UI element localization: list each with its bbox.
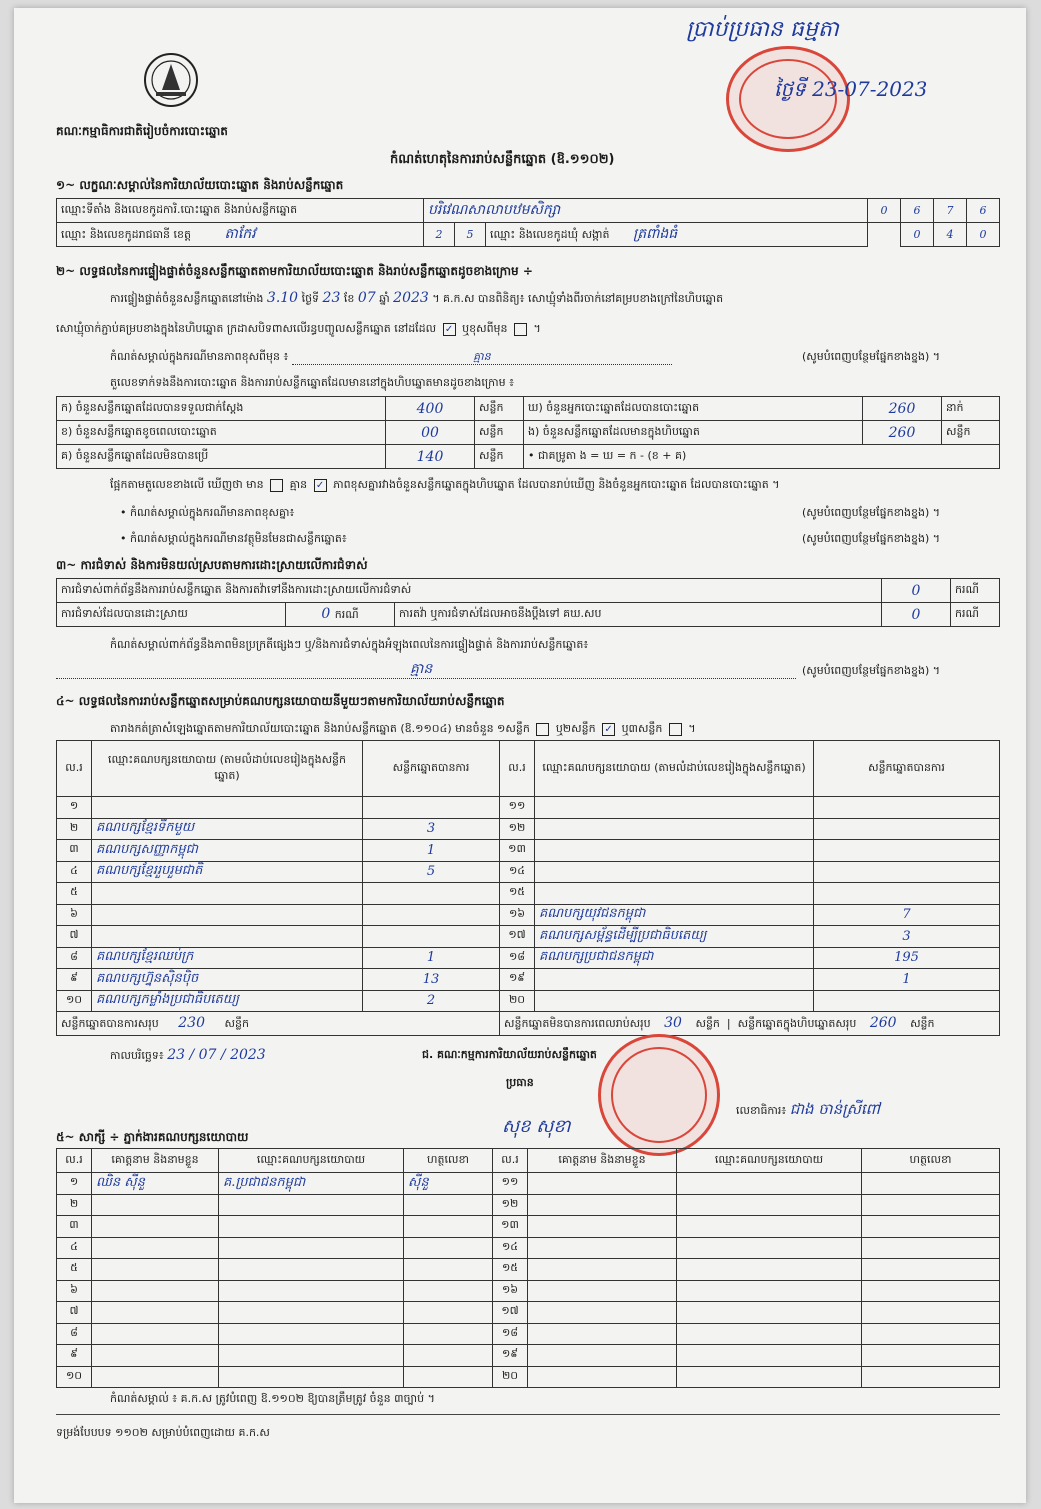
witness-party bbox=[219, 1323, 404, 1345]
witness-party bbox=[219, 1366, 404, 1388]
party-name bbox=[535, 818, 814, 840]
party-name bbox=[535, 840, 814, 862]
discrepancy-note: • កំណត់សម្គាល់ក្នុងករណីមានភាពខុសគ្នា៖ bbox=[120, 506, 295, 519]
complaints-label: ការជំទាស់ពាក់ព័ន្ធនឹងការរាប់សន្លឹកឆ្នោត និងការតវ៉ាទៅនឹងការដោះស្រាយលើការជំទាស់ bbox=[57, 579, 882, 603]
received-label: ក) ចំនួនសន្លឹកឆ្នោតដែលបានទទួលជាក់ស្តែង bbox=[57, 397, 386, 421]
discrepancy-line: ផ្អែកតាមតួលេខខាងលើ ឃើញថា មាន គ្មាន ✓ ភាពខុសគ្នារវាងចំនួនសន្លឹកឆ្នោតក្នុងហិបឆ្នោត ដែលបានរាប់ឃើញ និងចំនួនអ្នកបោះឆ្នោត ដែលបានបោះឆ្នោត ។ bbox=[110, 478, 780, 491]
witness-name bbox=[92, 1237, 219, 1259]
time-value: 3.10 bbox=[266, 290, 299, 306]
party-name bbox=[92, 797, 363, 819]
vote-count bbox=[814, 797, 1000, 819]
row-number: ៦ bbox=[57, 1280, 92, 1302]
vote-count bbox=[814, 840, 1000, 862]
station-code-digit: 7 bbox=[934, 199, 967, 223]
complaints-value: 0 bbox=[882, 579, 951, 603]
results-table: ល.រ ឈ្មោះគណបក្សនយោបាយ (តាមលំដាប់លេខរៀងក្នុងសន្លឹកឆ្នោត) សន្លឹកឆ្នោតបានការ ល.រ ឈ្មោះគណបក្សនយោបាយ (តាមលំដាប់លេខរៀងក្នុងសន្លឹកឆ្នោត) សន្លឹកឆ្នោតបានការ ១ ១១ ២ គណបក្សខ្មែរទឹកមួយ 3 ១២ ៣ គណបក្សសញ្ញាកម្ពុជា 1 ១៣ ៤ គណបក្សខ្មែររួបរួមជាតិ 5 ១៤ ៥ ១៥ ៦ ១៦ គណបក្សយុវជនកម្ពុជា 7 ៧ ១៧ គណបក្សសម្ព័ន្ធដើម្បីប្រជាធិបតេយ្យ 3 ៨ គណបក្សខ្មែរឈប់ក្រ 1 ១៨ គណបក្សប្រជាជនកម្ពុជា 195 ៩ គណបក្សហ្វ៊ុនស៊ិនប៉ិច 13 ១៩ 1 ១០ គណបក្សកម្លាំងប្រជាធិបតេយ្យ 2 ២០ សន្លឹកឆ្នោតបានការសរុប 230 សន្លឹក សន្លឹកឆ្នោតមិនបានការពេលរាប់សរុប 30 សន្លឹក | សន្លឹកឆ្នោតក្នុងហិបឆ្នោតសរុប 260 សន្លឹក bbox=[56, 740, 1000, 1036]
row-number: ១៨ bbox=[500, 947, 535, 969]
has-discrepancy-checkbox[interactable] bbox=[270, 479, 283, 492]
witness-signature bbox=[862, 1259, 1000, 1281]
voted-label: ឃ) ចំនួនអ្នកបោះឆ្នោតដែលបានបោះឆ្នោត bbox=[524, 397, 863, 421]
row-number: ១៣ bbox=[493, 1216, 528, 1238]
vote-count bbox=[814, 818, 1000, 840]
vote-count: 1 bbox=[363, 840, 500, 862]
witness-name bbox=[528, 1323, 677, 1345]
witness-name bbox=[92, 1345, 219, 1367]
party-name bbox=[535, 969, 814, 991]
witness-party bbox=[677, 1216, 862, 1238]
complaints-table: ការជំទាស់ពាក់ព័ន្ធនឹងការរាប់សន្លឹកឆ្នោត និងការតវ៉ាទៅនឹងការដោះស្រាយលើការជំទាស់ 0 ករណី ការជំទាស់ដែលបានដោះស្រាយ 0 ករណី ការតវ៉ា ឬការជំទាស់ដែលអាចនឹងប្តឹងទៅ គឃ.សប 0 ករណី bbox=[56, 578, 1000, 627]
witness-name bbox=[528, 1216, 677, 1238]
commune-code-digit: 0 bbox=[901, 223, 934, 247]
witness-name bbox=[528, 1366, 677, 1388]
witness-name bbox=[92, 1302, 219, 1324]
vote-count bbox=[814, 883, 1000, 905]
witness-party bbox=[677, 1366, 862, 1388]
province-code-digit: 5 bbox=[455, 223, 486, 247]
row-number: ១ bbox=[57, 1173, 92, 1195]
vote-count bbox=[363, 904, 500, 926]
witness-signature bbox=[862, 1194, 1000, 1216]
vote-count: 13 bbox=[363, 969, 500, 991]
irregularities-value: គ្មាន bbox=[410, 661, 433, 677]
day-value: 23 bbox=[322, 290, 341, 306]
vote-count: 195 bbox=[814, 947, 1000, 969]
party-name: គណបក្សកម្លាំងប្រជាធិបតេយ្យ bbox=[92, 990, 363, 1012]
row-number: ៧ bbox=[57, 1302, 92, 1324]
results-row bbox=[57, 797, 1000, 819]
witness-name bbox=[528, 1237, 677, 1259]
year-value: 2023 bbox=[393, 290, 429, 306]
vote-count bbox=[814, 990, 1000, 1012]
party-name: គណបក្សប្រជាជនកម្ពុជា bbox=[535, 947, 814, 969]
province-label: ឈ្មោះ និងលេខកូដរាជធានី ខេត្ត តាកែវ bbox=[57, 223, 424, 247]
witness-name bbox=[528, 1259, 677, 1281]
party-name: គណបក្សសញ្ញាកម្ពុជា bbox=[92, 840, 363, 862]
witness-signature bbox=[404, 1345, 493, 1367]
witness-signature bbox=[862, 1216, 1000, 1238]
row-number: ១៨ bbox=[493, 1323, 528, 1345]
party-name bbox=[92, 904, 363, 926]
witness-signature bbox=[404, 1194, 493, 1216]
row-number: ១៤ bbox=[500, 861, 535, 883]
results-row bbox=[57, 861, 1000, 883]
vote-count: 3 bbox=[363, 818, 500, 840]
party-name bbox=[535, 861, 814, 883]
date-line: កាលបរិច្ឆេទ៖ 23 / 07 / 2023 bbox=[110, 1047, 266, 1063]
unused-value: 140 bbox=[386, 445, 475, 469]
station-code-digit: 0 bbox=[868, 199, 901, 223]
appeal-label: ការតវ៉ា ឬការជំទាស់ដែលអាចនឹងប្តឹងទៅ គឃ.សប bbox=[395, 603, 882, 627]
witness-party: គ.ប្រជាជនកម្ពុជា bbox=[219, 1173, 404, 1195]
witness-row bbox=[57, 1194, 1000, 1216]
vote-count: 7 bbox=[814, 904, 1000, 926]
witness-row bbox=[57, 1323, 1000, 1345]
witness-party bbox=[219, 1216, 404, 1238]
row-number: ៧ bbox=[57, 926, 92, 948]
results-row bbox=[57, 840, 1000, 862]
row-number: ៥ bbox=[57, 1259, 92, 1281]
row-number: ១៧ bbox=[493, 1302, 528, 1324]
month-value: 07 bbox=[357, 290, 376, 306]
row-number: ១១ bbox=[500, 797, 535, 819]
witness-party bbox=[219, 1237, 404, 1259]
commune-value: ត្រពាំងធំ bbox=[633, 226, 678, 242]
witness-signature bbox=[862, 1323, 1000, 1345]
verification-line: ការផ្ទៀងផ្ទាត់ចំនួនសន្លឹកឆ្នោតនៅម៉ោង 3.10 ថ្ងៃទី 23 ខែ 07 ឆ្នាំ 2023 ។ គ.ក.ស បានពិនិត្យ៖ សោឃ្មុំទាំងពីរចាក់នៅគម្របខាងក្រៅនៃហិបឆ្នោត bbox=[110, 290, 724, 306]
row-number: ១៩ bbox=[493, 1345, 528, 1367]
row-number: ១ bbox=[57, 797, 92, 819]
row-number: ៣ bbox=[57, 1216, 92, 1238]
foreign-object-note: • កំណត់សម្គាល់ក្នុងករណីមានវត្ថុមិនមែនជាសន្លឹកឆ្នោត៖ bbox=[120, 532, 347, 545]
commission-name: គណៈកម្មាធិការជាតិរៀបចំការបោះឆ្នោត bbox=[56, 124, 228, 138]
results-row bbox=[57, 947, 1000, 969]
received-value: 400 bbox=[386, 397, 475, 421]
witness-row bbox=[57, 1216, 1000, 1238]
witness-signature bbox=[862, 1280, 1000, 1302]
counts-table: ក) ចំនួនសន្លឹកឆ្នោតដែលបានទទួលជាក់ស្តែង 400 សន្លឹក ឃ) ចំនួនអ្នកបោះឆ្នោតដែលបានបោះឆ្នោត 260 នាក់ ខ) ចំនួនសន្លឹកឆ្នោតខូចពេលបោះឆ្នោត 00 សន្លឹក ង) ចំនួនសន្លឹកឆ្នោតដែលមានក្នុងហិបឆ្នោត 260 សន្លឹក គ) ចំនួនសន្លឹកឆ្នោតដែលមិនបានប្រើ 140 សន្លឹក • ជាគម្រូតា ង = ឃ = ក - (ខ + គ) bbox=[56, 396, 1000, 469]
witness-signature bbox=[404, 1302, 493, 1324]
three-sheet-checkbox[interactable] bbox=[669, 723, 682, 736]
witness-row bbox=[57, 1173, 1000, 1195]
party-name: គណបក្សខ្មែរឈប់ក្រ bbox=[92, 947, 363, 969]
witness-name bbox=[528, 1173, 677, 1195]
row-number: ១០ bbox=[57, 990, 92, 1012]
row-number: ១៦ bbox=[493, 1280, 528, 1302]
witness-party bbox=[219, 1259, 404, 1281]
spoiled-label: ខ) ចំនួនសន្លឹកឆ្នោតខូចពេលបោះឆ្នោត bbox=[57, 421, 386, 445]
party-name: គណបក្សខ្មែររួបរួមជាតិ bbox=[92, 861, 363, 883]
witness-name: ឈិន ស៊ីនួ bbox=[92, 1173, 219, 1195]
committee-label: ជ. គណៈកម្មការការិយាល័យរាប់សន្លឹកឆ្នោត bbox=[422, 1048, 597, 1061]
station-code-digit: 6 bbox=[901, 199, 934, 223]
row-number: ១៩ bbox=[500, 969, 535, 991]
row-number: ១៥ bbox=[493, 1259, 528, 1281]
party-name bbox=[535, 990, 814, 1012]
results-row bbox=[57, 990, 1000, 1012]
commune-label: ឈ្មោះ និងលេខកូដឃុំ សង្កាត់ ត្រពាំងធំ bbox=[486, 223, 868, 247]
one-sheet-checkbox[interactable] bbox=[536, 723, 549, 736]
results-row bbox=[57, 904, 1000, 926]
same-checkbox[interactable]: ✓ bbox=[443, 323, 456, 336]
party-name: គណបក្សហ្វ៊ុនស៊ិនប៉ិច bbox=[92, 969, 363, 991]
nec-emblem-logo bbox=[142, 48, 200, 112]
vote-count: 1 bbox=[814, 969, 1000, 991]
station-code-digit: 6 bbox=[967, 199, 1000, 223]
row-number: ១៧ bbox=[500, 926, 535, 948]
vote-count bbox=[814, 861, 1000, 883]
sheets-line: តារាងកត់ត្រាសំឡេងឆ្នោតតាមការិយាល័យបោះឆ្នោត និងរាប់សន្លឹកឆ្នោត (ឱ.១១០៤) មានចំនួន ១សន្លឹក ឬ២សន្លឹក ✓ ឬ៣សន្លឹក ។ bbox=[110, 722, 696, 735]
province-value: តាកែវ bbox=[224, 226, 256, 242]
witness-signature bbox=[404, 1237, 493, 1259]
witness-party bbox=[677, 1345, 862, 1367]
date-value: 23 / 07 / 2023 bbox=[167, 1047, 266, 1063]
row-number: ៩ bbox=[57, 969, 92, 991]
witness-party bbox=[677, 1323, 862, 1345]
witness-signature bbox=[404, 1323, 493, 1345]
section2-heading: ២~ លទ្ធផលនៃការផ្ទៀងផ្ទាត់ចំនួនសន្លឹកឆ្នោតតាមការិយាល័យបោះឆ្នោត និងរាប់សន្លឹកឆ្នោតដូចខាងក្រោម ÷ bbox=[56, 264, 533, 278]
witness-row bbox=[57, 1302, 1000, 1324]
party-name: គណបក្សខ្មែរទឹកមួយ bbox=[92, 818, 363, 840]
row-number: ២០ bbox=[493, 1366, 528, 1388]
witness-row bbox=[57, 1280, 1000, 1302]
results-row bbox=[57, 883, 1000, 905]
vote-count bbox=[363, 797, 500, 819]
row-number: ១៦ bbox=[500, 904, 535, 926]
seal-line: សោឃ្មុំចាក់ភ្ជាប់គម្របខាងក្នុងនៃហិបឆ្នោត ក្រដាសបិទពាសលើរន្ធបញ្ចូលសន្លឹកឆ្នោត នៅដដែល ✓ ឬខុសពីមុន ។ bbox=[56, 322, 541, 335]
footer-note: កំណត់សម្គាល់ ៖ គ.ក.ស ត្រូវបំពេញ ឱ.១១០២ ឱ្យបានត្រឹមត្រូវ ចំនួន ៣ច្បាប់ ។ bbox=[110, 1392, 435, 1405]
polling-station-value: បរិវេណសាលាបឋមសិក្សា bbox=[424, 199, 868, 223]
form-title: កំណត់ហេតុនៃការរាប់សន្លឹកឆ្នោត (ឱ.១១០២) bbox=[390, 152, 615, 167]
vote-count: 3 bbox=[814, 926, 1000, 948]
two-sheet-checkbox[interactable]: ✓ bbox=[602, 723, 615, 736]
province-code-digit: 2 bbox=[424, 223, 455, 247]
section4-heading: ៤~ លទ្ធផលនៃការរាប់សន្លឹកឆ្នោតសម្រាប់គណបក្សនយោបាយនីមួយៗតាមការិយាល័យរាប់សន្លឹកឆ្នោត bbox=[56, 694, 505, 708]
witness-party bbox=[219, 1302, 404, 1324]
witness-party bbox=[677, 1237, 862, 1259]
witness-table: ល.រ គោត្តនាម និងនាមខ្លួន ឈ្មោះគណបក្សនយោបាយ ហត្ថលេខា ល.រ គោត្តនាម និងនាមខ្លួន ឈ្មោះគណបក្សនយោបាយ ហត្ថលេខា ១ ឈិន ស៊ីនួ គ.ប្រជាជនកម្ពុជា ស៊ីនួ ១១ ២ ១២ ៣ ១៣ ៤ ១៤ ៥ ១៥ ៦ ១៦ ៧ ១៧ ៨ ១៨ ៩ ១៩ ១០ ២០ bbox=[56, 1148, 1000, 1388]
witness-row bbox=[57, 1237, 1000, 1259]
witness-signature bbox=[862, 1237, 1000, 1259]
footer-divider bbox=[56, 1414, 1000, 1415]
form-code: ទម្រង់បែបបទ ១១០២ សម្រាប់បំពេញដោយ គ.ក.ស bbox=[56, 1426, 270, 1439]
formula: • ជាគម្រូតា ង = ឃ = ក - (ខ + គ) bbox=[524, 445, 1000, 469]
party-name bbox=[92, 883, 363, 905]
results-row bbox=[57, 818, 1000, 840]
section1-heading: ១~ លក្ខណៈសម្គាល់នៃការិយាល័យបោះឆ្នោត និងរាប់សន្លឹកឆ្នោត bbox=[56, 178, 344, 192]
witness-signature bbox=[404, 1280, 493, 1302]
seal-note-value: គ្មាន bbox=[292, 350, 672, 365]
witness-party bbox=[677, 1280, 862, 1302]
commune-code-digit: 4 bbox=[934, 223, 967, 247]
total-invalid-and-box: សន្លឹកឆ្នោតមិនបានការពេលរាប់សរុប 30 សន្លឹក | សន្លឹកឆ្នោតក្នុងហិបឆ្នោតសរុប 260 សន្លឹក bbox=[500, 1012, 1000, 1036]
secretary-name: ជាង ចាន់ស្រីពៅ bbox=[789, 1100, 880, 1118]
stamp-date: ថ្ងៃទី 23-07-2023 bbox=[774, 77, 928, 101]
row-number: ៤ bbox=[57, 861, 92, 883]
polling-station-label: ឈ្មោះទីតាំង និងលេខកូដការិ.បោះឆ្នោត និងរាប់សន្លឹកឆ្នោត bbox=[57, 199, 424, 223]
vote-count: 2 bbox=[363, 990, 500, 1012]
party-name bbox=[92, 926, 363, 948]
witness-signature: ស៊ីនួ bbox=[404, 1173, 493, 1195]
president-label: ប្រធាន bbox=[506, 1076, 534, 1089]
row-number: ១២ bbox=[493, 1194, 528, 1216]
resolved-value: 0 ករណី bbox=[286, 603, 395, 627]
witness-signature bbox=[404, 1216, 493, 1238]
row-number: ៣ bbox=[57, 840, 92, 862]
section1-table bbox=[56, 198, 1000, 247]
party-name bbox=[535, 883, 814, 905]
witness-name bbox=[92, 1259, 219, 1281]
witness-name bbox=[528, 1194, 677, 1216]
counts-intro: តួលេខទាក់ទងនឹងការបោះឆ្នោត និងការរាប់សន្លឹកឆ្នោតដែលមាននៅក្នុងហិបឆ្នោតមានដូចខាងក្រោម ៖ bbox=[110, 376, 514, 389]
witness-signature bbox=[862, 1345, 1000, 1367]
row-number: ១៣ bbox=[500, 840, 535, 862]
appeal-value: 0 bbox=[882, 603, 951, 627]
in-box-label: ង) ចំនួនសន្លឹកឆ្នោតដែលមានក្នុងហិបឆ្នោត bbox=[524, 421, 863, 445]
official-stamp-bottom bbox=[598, 1034, 720, 1156]
row-number: ១២ bbox=[500, 818, 535, 840]
witness-signature bbox=[862, 1366, 1000, 1388]
commune-code-digit: 0 bbox=[967, 223, 1000, 247]
total-valid: សន្លឹកឆ្នោតបានការសរុប 230 សន្លឹក bbox=[57, 1012, 500, 1036]
row-number: ៩ bbox=[57, 1345, 92, 1367]
vote-count bbox=[363, 883, 500, 905]
witness-party bbox=[677, 1302, 862, 1324]
witness-signature bbox=[404, 1366, 493, 1388]
witness-signature bbox=[404, 1259, 493, 1281]
changed-checkbox[interactable] bbox=[514, 323, 527, 336]
witness-row bbox=[57, 1259, 1000, 1281]
witness-signature bbox=[862, 1302, 1000, 1324]
president-name: សុខ សុខា bbox=[502, 1116, 571, 1137]
fill-hint: (សូមបំពេញបន្ថែមផ្នែកខាងខ្នង) ។ bbox=[802, 350, 941, 363]
witness-name bbox=[528, 1345, 677, 1367]
no-discrepancy-checkbox[interactable]: ✓ bbox=[314, 479, 327, 492]
witness-name bbox=[92, 1280, 219, 1302]
witness-name bbox=[92, 1216, 219, 1238]
seal-note-line: កំណត់សម្គាល់ក្នុងករណីមានភាពខុសពីមុន ៖ គ្មាន bbox=[110, 350, 672, 365]
row-number: ៨ bbox=[57, 1323, 92, 1345]
unused-label: គ) ចំនួនសន្លឹកឆ្នោតដែលមិនបានប្រើ bbox=[57, 445, 386, 469]
row-number: ២០ bbox=[500, 990, 535, 1012]
vote-count bbox=[363, 926, 500, 948]
secretary-line: លេខាធិការ៖ ជាង ចាន់ស្រីពៅ bbox=[736, 1100, 880, 1118]
section3-heading: ៣~ ការជំទាស់ និងការមិនយល់ស្របតាមការដោះស្រាយលើការជំទាស់ bbox=[56, 558, 368, 572]
witness-party bbox=[677, 1194, 862, 1216]
party-name bbox=[535, 797, 814, 819]
party-name: គណបក្សយុវជនកម្ពុជា bbox=[535, 904, 814, 926]
row-number: ៦ bbox=[57, 904, 92, 926]
form-sheet: ប្រាប់ប្រធាន ធម្មតា ថ្ងៃទី 23-07-2023 គណៈកម្មាធិការជាតិរៀបចំការបោះឆ្នោត កំណត់ហេតុនៃការរាប់សន្លឹកឆ្នោត (ឱ.១១០២) ១~ លក្ខណៈសម្គាល់នៃការិយាល័យបោះឆ្នោត និងរាប់សន្លឹកឆ្នោត ឈ្មោះទីតាំង និងលេខកូដការិ.បោះឆ្នោត និងរាប់សន្លឹកឆ្នោត បរិវេណសាលាបឋមសិក្សា 0 6 7 6 ឈ្មោះ និងលេខកូដរាជធានី ខេត្ត តាកែវ 2 5 ឈ្មោះ និងលេខកូដឃុំ សង្កាត់ ត្រពាំងធំ 0 4 0 ២~ លទ្ធផលនៃការផ្ទៀងផ្ទាត់ចំនួនសន្លឹកឆ្នោតតាមការិយាល័យបោះឆ្នោត និងរាប់សន្លឹកឆ្នោតដូចខាងក្រោម ÷ ការផ្ទៀងផ្ទាត់ចំនួនសន្លឹកឆ្នោតនៅម៉ោង 3.10 ថ្ងៃទី 23 ខែ 07 ឆ្នាំ 2023 ។ គ.ក.ស បានពិនិត្យ៖ សោឃ្មុំទាំងពីរចាក់នៅគម្របខាងក្រៅនៃហិបឆ្នោត សោឃ្មុំចាក់ភ្ជាប់គម្របខាងក្នុងនៃហិបឆ្នោត ក្រដាសបិទពាសលើរន្ធបញ្ចូលសន្លឹកឆ្នោត នៅដដែល ✓ ឬខុសពីមុន ។ កំណត់សម្គាល់ក្នុងករណីមានភាពខុសពីមុន ៖ គ្មាន (សូមបំពេញបន្ថែមផ្នែកខាងខ្នង) ។ តួលេខទាក់ទងនឹងការបោះឆ្នោត និងការរាប់សន្លឹកឆ្នោតដែលមាននៅក្នុងហិបឆ្នោតមានដូចខាងក្រោម ៖ ក) ចំនួនសន្លឹកឆ្នោតដែលបានទទួលជាក់ស្តែង 400 សន្លឹក ឃ) ចំនួនអ្នកបោះឆ្នោតដែលបានបោះឆ្នោត 260 នាក់ ខ) ចំនួនសន្លឹកឆ្នោតខូចពេលបោះឆ្នោត 00 សន្លឹក ង) ចំនួនសន្លឹកឆ្នោតដែលមានក្នុងហិបឆ្នោត 260 សន្លឹក គ) ចំនួនសន្លឹកឆ្នោតដែលមិនបានប្រើ 140 សន្លឹក • ជាគម្រូតា ង = ឃ = ក - (ខ + គ) ផ្អែកតាមតួលេខខាងលើ ឃើញថា មាន គ្មាន ✓ ភាពខុសគ្នារវាងចំនួនសន្លឹកឆ្នោតក្នុងហិបឆ្នោត ដែលបានរាប់ឃើញ និងចំនួនអ្នកបោះឆ្នោត ដែលបានបោះឆ្នោត ។ • កំណត់សម្គាល់ក្នុងករណីមានភាពខុសគ្នា៖ (សូមបំពេញបន្ថែមផ្នែកខាងខ្នង) ។ • កំណត់សម្គាល់ក្នុងករណីមានវត្ថុមិនមែនជាសន្លឹកឆ្នោត៖ (សូមបំពេញបន្ថែមផ្នែកខាងខ្នង) ។ ៣~ ការជំទាស់ និងការមិនយល់ស្របតាមការដោះស្រាយលើការជំទាស់ ការជំទាស់ពាក់ព័ន្ធនឹងការរាប់សន្លឹកឆ្នោត និងការតវ៉ាទៅនឹងការដោះស្រាយលើការជំទាស់ 0 ករណី ការជំទាស់ដែលបានដោះស្រាយ 0 ករណី ការតវ៉ា ឬការជំទាស់ដែលអាចនឹងប្តឹងទៅ គឃ.សប 0 ករណី កំណត់សម្គាល់ពាក់ព័ន្ធនឹងភាពមិនប្រក្រតីផ្សេងៗ ឬ/និងការជំទាស់ក្នុងអំឡុងពេលនៃការផ្ទៀងផ្ទាត់ និងការរាប់សន្លឹកឆ្នោត៖ គ្មាន (សូមបំពេញបន្ថែមផ្នែកខាងខ្នង) ។ ៤~ លទ្ធផលនៃការរាប់សន្លឹកឆ្នោតសម្រាប់គណបក្សនយោបាយនីមួយៗតាមការិយាល័យរាប់សន្លឹកឆ្នោត តារាងកត់ត្រាសំឡេងឆ្នោតតាមការិយាល័យបោះឆ្នោត និងរាប់សន្លឹកឆ្នោត (ឱ.១១០៤) មានចំនួន ១សន្លឹក ឬ២សន្លឹក ✓ ឬ៣សន្លឹក ។ ល.រ ឈ្មោះគណបក្សនយោបាយ (តាមលំដាប់លេខរៀងក្នុងសន្លឹកឆ្នោត) សន្លឹកឆ្នោតបានការ ល.រ ឈ្មោះគណបក្សនយោបាយ (តាមលំដាប់លេខរៀងក្នុងសន្លឹកឆ្នោត) សន្លឹកឆ្នោតបានការ ១ ១១ ២ គណបក្សខ្មែរទឹកមួយ 3 ១២ ៣ គណបក្សសញ្ញាកម្ពុជា 1 ១៣ ៤ គណបក្សខ្មែររួបរួមជាតិ 5 ១៤ ៥ ១៥ ៦ ១៦ គណបក្សយុវជនកម្ពុជា 7 ៧ ១៧ គណបក្សសម្ព័ន្ធដើម្បីប្រជាធិបតេយ្យ 3 ៨ គណបក្សខ្មែរឈប់ក្រ 1 ១៨ គណបក្សប្រជាជនកម្ពុជា 195 ៩ គណបក្សហ្វ៊ុនស៊ិនប៉ិច 13 ១៩ 1 ១០ គណបក្សកម្លាំងប្រជាធិបតេយ្យ 2 ២០ សន្លឹកឆ្នោតបានការសរុប 230 សន្លឹក សន្លឹកឆ្នោតមិនបានការពេលរាប់សរុប 30 សន្លឹក | សន្លឹកឆ្នោតក្នុងហិបឆ្នោតសរុប 260 សន្លឹក កាលបរិច្ឆេទ៖ 23 / 07 / 2023 ជ. គណៈកម្មការការិយាល័យរាប់សន្លឹកឆ្នោត ប្រធាន សុខ សុខា លេខាធិការ៖ ជាង ចាន់ស្រីពៅ ៥~ សាក្សី ÷ ភ្នាក់ងារគណបក្សនយោបាយ ល.រ គោត្តនាម និងនាមខ្លួន ឈ្មោះគណបក្សនយោបាយ ហត្ថលេខា ល.រ គោត្តនាម និងនាមខ្លួន ឈ្មោះគណបក្សនយោបាយ ហត្ថលេខា ១ ឈិន ស៊ីនួ គ.ប្រជាជនកម្ពុជា ស៊ីនួ ១១ ២ ១២ ៣ ១៣ ៤ ១៤ ៥ ១៥ ៦ ១៦ ៧ ១៧ ៨ ១៨ ៩ ១៩ ១០ ២០ កំណត់សម្គាល់ ៖ គ.ក.ស ត្រូវបំពេញ ឱ.១១០២ ឱ្យបានត្រឹមត្រូវ ចំនួន ៣ច្បាប់ ។ ទម្រង់បែបបទ ១១០២ សម្រាប់បំពេញដោយ គ.ក.ស bbox=[14, 8, 1026, 1503]
witness-name bbox=[528, 1280, 677, 1302]
in-box-value: 260 bbox=[863, 421, 942, 445]
witness-row bbox=[57, 1366, 1000, 1388]
row-number: ៤ bbox=[57, 1237, 92, 1259]
spoiled-value: 00 bbox=[386, 421, 475, 445]
witness-row bbox=[57, 1345, 1000, 1367]
row-number: ២ bbox=[57, 1194, 92, 1216]
handwritten-note: ប្រាប់ប្រធាន ធម្មតា bbox=[686, 17, 839, 42]
row-number: ៥ bbox=[57, 883, 92, 905]
witness-name bbox=[92, 1323, 219, 1345]
resolved-label: ការជំទាស់ដែលបានដោះស្រាយ bbox=[57, 603, 286, 627]
witness-party bbox=[219, 1345, 404, 1367]
row-number: ៨ bbox=[57, 947, 92, 969]
witness-party bbox=[219, 1280, 404, 1302]
voted-value: 260 bbox=[863, 397, 942, 421]
irregularities-note: កំណត់សម្គាល់ពាក់ព័ន្ធនឹងភាពមិនប្រក្រតីផ្សេងៗ ឬ/និងការជំទាស់ក្នុងអំឡុងពេលនៃការផ្ទៀងផ្ទាត់ និងការរាប់សន្លឹកឆ្នោត៖ bbox=[110, 638, 589, 651]
row-number: ១៤ bbox=[493, 1237, 528, 1259]
results-row bbox=[57, 969, 1000, 991]
row-number: ២ bbox=[57, 818, 92, 840]
party-name: គណបក្សសម្ព័ន្ធដើម្បីប្រជាធិបតេយ្យ bbox=[535, 926, 814, 948]
row-number: ១០ bbox=[57, 1366, 92, 1388]
witness-party bbox=[219, 1194, 404, 1216]
section5-heading: ៥~ សាក្សី ÷ ភ្នាក់ងារគណបក្សនយោបាយ bbox=[56, 1130, 249, 1144]
results-row bbox=[57, 926, 1000, 948]
vote-count: 1 bbox=[363, 947, 500, 969]
witness-party bbox=[677, 1259, 862, 1281]
witness-name bbox=[92, 1366, 219, 1388]
vote-count: 5 bbox=[363, 861, 500, 883]
row-number: ១១ bbox=[493, 1173, 528, 1195]
row-number: ១៥ bbox=[500, 883, 535, 905]
witness-name bbox=[92, 1194, 219, 1216]
witness-party bbox=[677, 1173, 862, 1195]
witness-signature bbox=[862, 1173, 1000, 1195]
witness-name bbox=[528, 1302, 677, 1324]
